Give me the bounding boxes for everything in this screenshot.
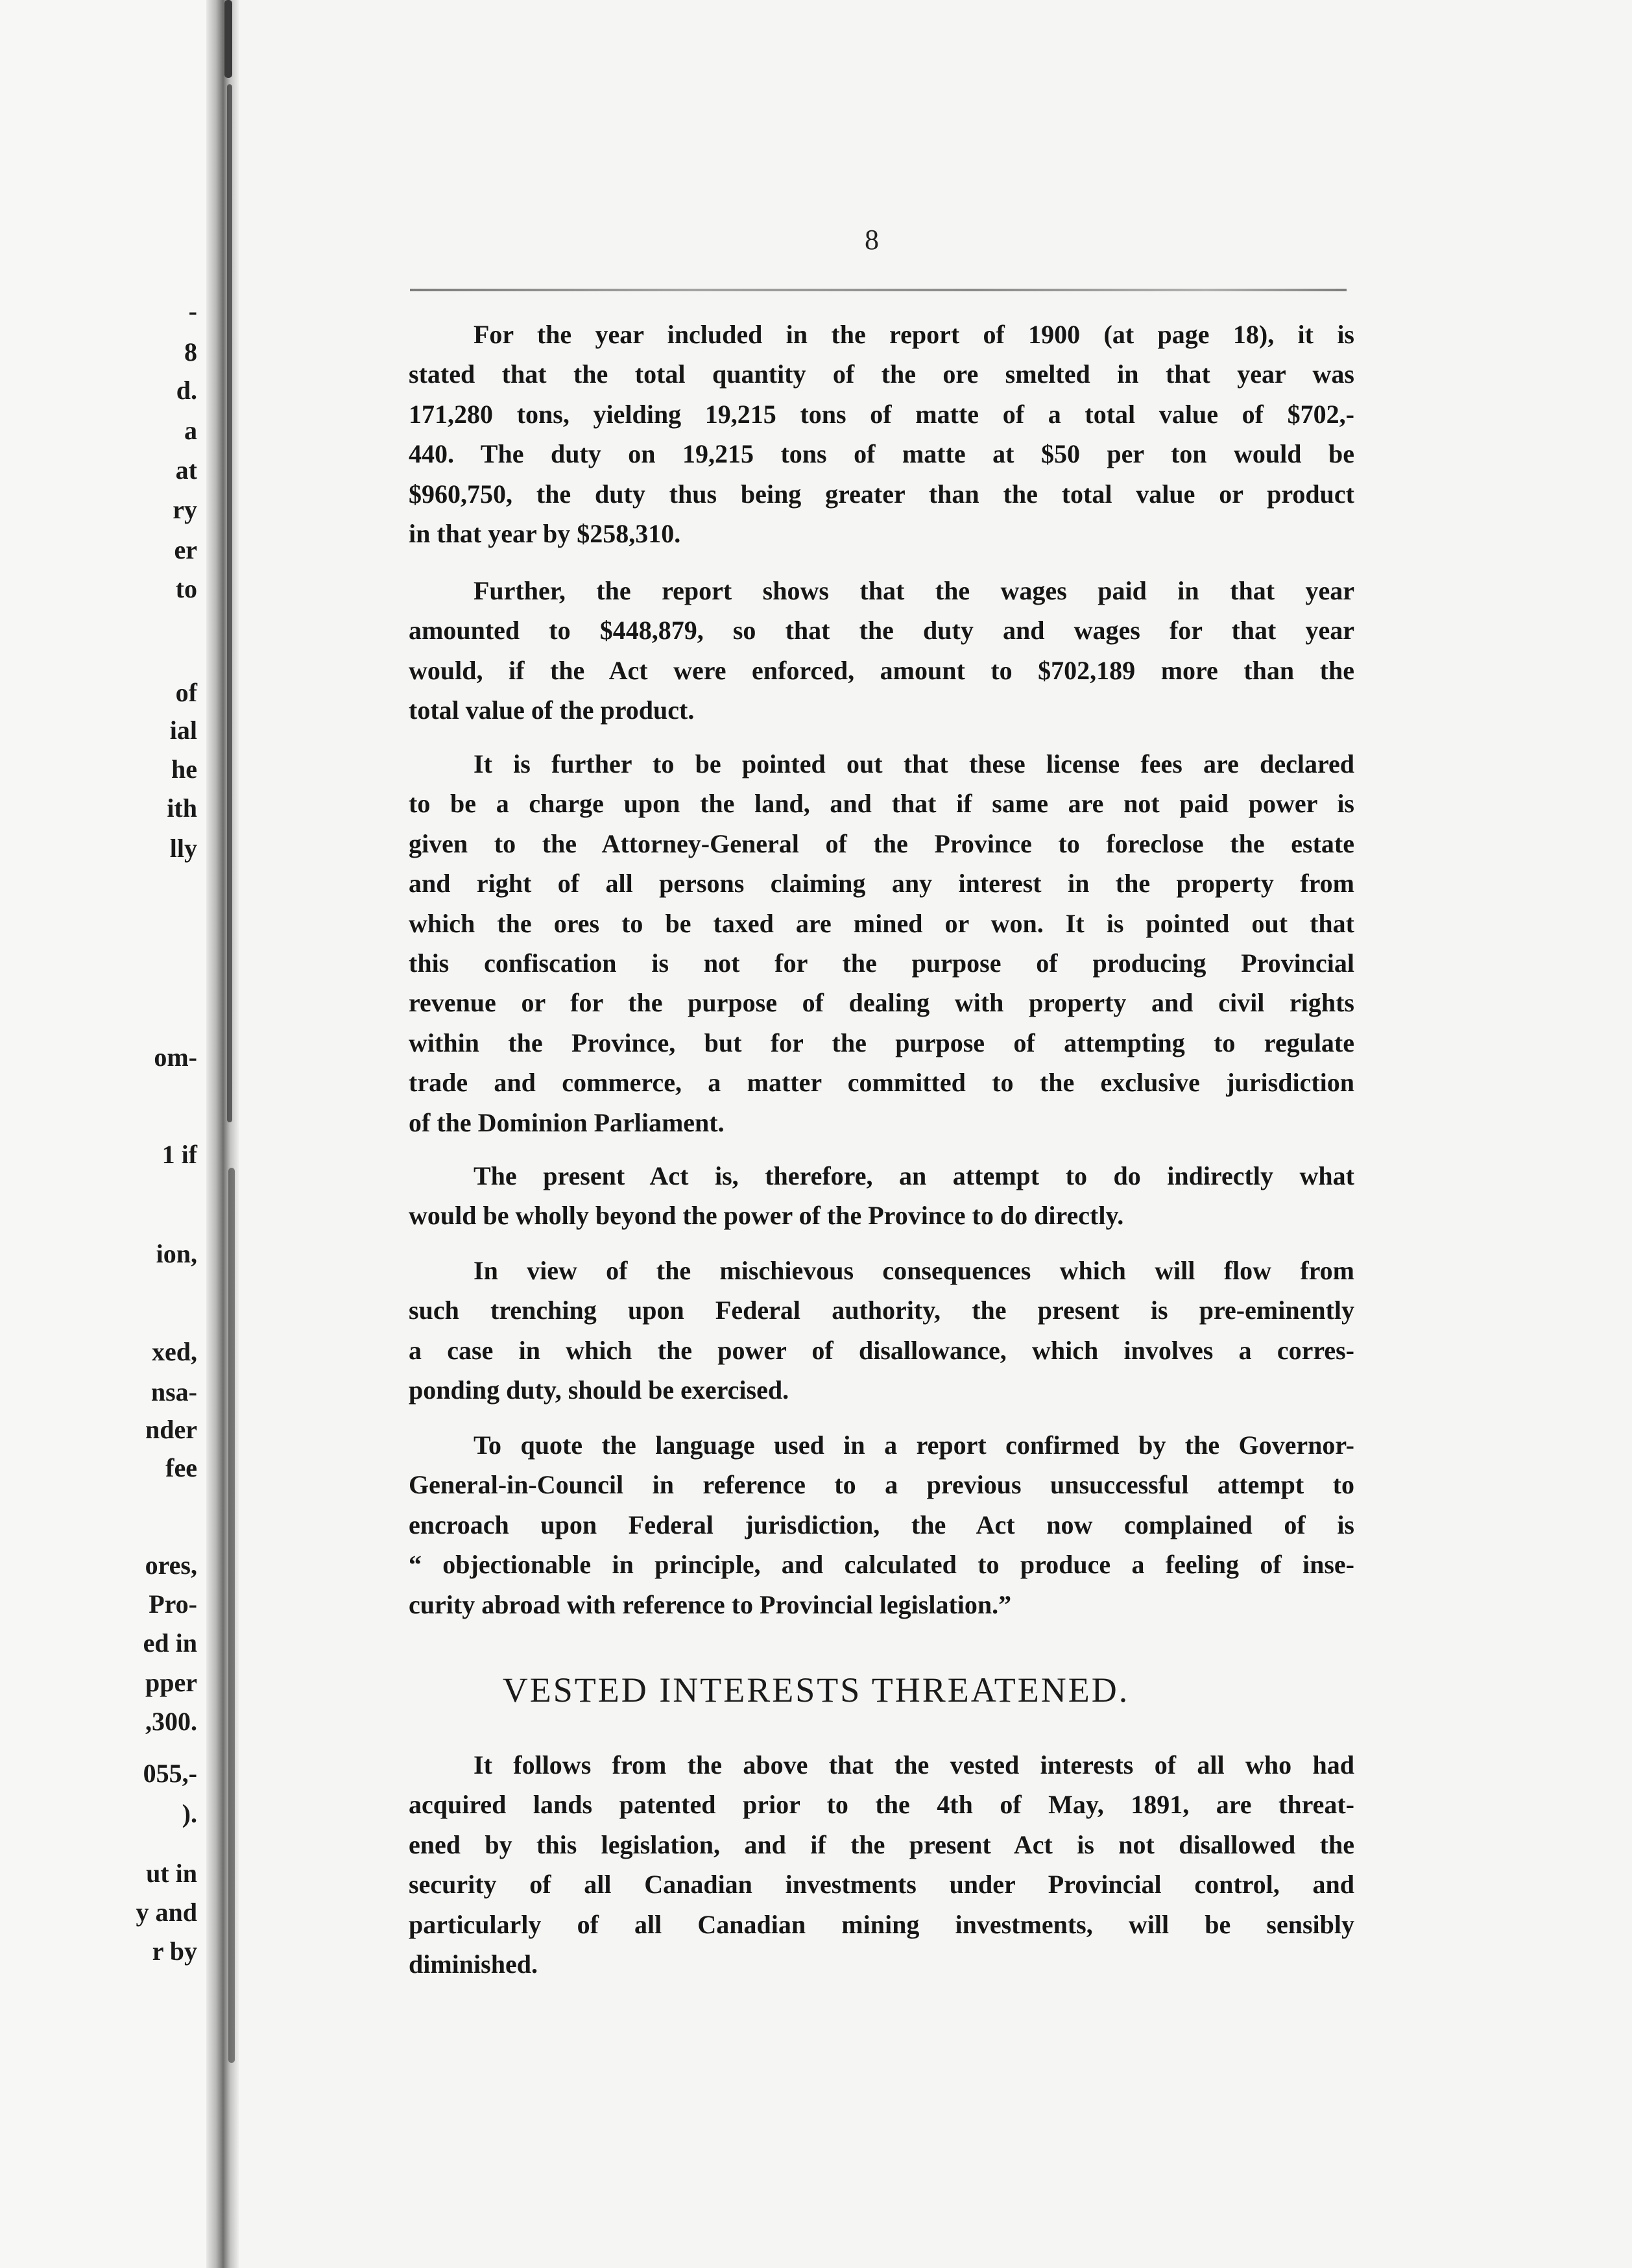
text-line: diminished.	[409, 1949, 538, 1979]
left-fragment-line: d.	[176, 376, 197, 405]
text-line: In view of the mischievous consequences which will flow from	[474, 1256, 1354, 1285]
section-heading: VESTED INTERESTS THREATENED.	[502, 1671, 1130, 1709]
left-fragment-line: nsa-	[150, 1377, 197, 1406]
left-fragment-line: y and	[136, 1898, 197, 1927]
left-fragment-line: at	[175, 455, 197, 485]
paragraph-license-fees	[409, 744, 1354, 1142]
text-line: to be a charge upon the land, and that if same are not paid power is	[409, 789, 1354, 819]
left-fragment-line: lly	[169, 834, 197, 863]
text-line: It follows from the above that the vested interests of all who had	[474, 1750, 1354, 1779]
left-fragment-line: pper	[145, 1668, 197, 1697]
left-fragment-line: ).	[182, 1799, 197, 1828]
left-fragment-line: nder	[145, 1415, 197, 1444]
spine-dark-band	[227, 84, 232, 1122]
left-fragment-line: he	[171, 754, 197, 784]
text-line: this confiscation is not for the purpose of producing Provincial	[409, 948, 1354, 978]
text-line: amounted to $448,879, so that the duty and wages for that year	[409, 616, 1354, 645]
paragraph-report-1900	[409, 315, 1354, 553]
left-fragment-line: ,300.	[145, 1707, 197, 1736]
text-line: To quote the language used in a report confirmed by the Governor-	[474, 1430, 1354, 1460]
left-fragment-line: r by	[152, 1936, 197, 1966]
text-line: For the year included in the report of 1900 (at page 18), it is	[474, 320, 1354, 349]
header-rule	[410, 289, 1347, 291]
left-fragment-line: ut in	[146, 1859, 197, 1888]
text-line: Further, the report shows that the wages paid in that year	[474, 576, 1354, 605]
text-line: 171,280 tons, yielding 19,215 tons of matte of a total value of $702,-	[409, 399, 1354, 429]
paragraph-quote	[409, 1425, 1354, 1624]
left-fragment-line: ores,	[145, 1550, 197, 1580]
text-line: trade and commerce, a matter committed to the exclusive jurisdiction	[409, 1068, 1354, 1098]
left-page-fragment	[0, 0, 214, 2268]
text-line: particularly of all Canadian mining investments, will be sensibly	[409, 1909, 1354, 1939]
text-line: would, if the Act were enforced, amount to $702,189 more than the	[409, 655, 1354, 685]
text-line: encroach upon Federal jurisdiction, the Act now complained of is	[409, 1510, 1354, 1539]
left-fragment-line: a	[184, 416, 197, 445]
left-fragment-line: of	[175, 678, 197, 707]
text-line: $960,750, the duty thus being greater than the total value or product	[409, 479, 1354, 509]
left-fragment-line: -	[188, 296, 197, 326]
text-line: stated that the total quantity of the ore smelted in that year was	[409, 359, 1354, 389]
paragraph-vested-interests	[409, 1745, 1354, 1984]
left-fragment-line: Pro-	[149, 1589, 197, 1619]
left-fragment-line: er	[174, 535, 197, 564]
left-fragment-line: 055,-	[143, 1759, 197, 1788]
left-fragment-line: 8	[184, 337, 197, 367]
left-fragment-line: 1 if	[162, 1140, 197, 1169]
text-line: It is further to be pointed out that these license fees are declared	[474, 749, 1354, 778]
text-line: of the Dominion Parliament.	[409, 1107, 725, 1137]
spine-dark-band	[228, 1168, 235, 2063]
text-line: and right of all persons claiming any interest in the property from	[409, 869, 1354, 899]
left-fragment-line: ed in	[143, 1628, 197, 1658]
text-line: revenue or for the purpose of dealing with property and civil rights	[409, 988, 1354, 1018]
text-line: The present Act is, therefore, an attempt to do indirectly what	[474, 1161, 1354, 1190]
text-line: acquired lands patented prior to the 4th of May, 1891, are threat-	[409, 1790, 1354, 1820]
text-line: in that year by $258,310.	[409, 518, 681, 548]
text-line: within the Province, but for the purpose of attempting to regulate	[409, 1028, 1354, 1057]
left-fragment-line: xed,	[152, 1337, 197, 1366]
paragraph-mischievous-consequences	[409, 1251, 1354, 1410]
text-line: “ objectionable in principle, and calculated to produce a feeling of inse-	[409, 1550, 1354, 1580]
text-line: 440. The duty on 19,215 tons of matte at $50 per ton would be	[409, 439, 1354, 469]
paragraph-present-act	[409, 1156, 1354, 1236]
text-line: General-in-Council in reference to a previous unsuccessful attempt to	[409, 1470, 1354, 1500]
text-line: ened by this legislation, and if the present Act is not disallowed the	[409, 1829, 1354, 1859]
text-line: security of all Canadian investments under Provincial control, and	[409, 1870, 1354, 1900]
text-line: which the ores to be taxed are mined or won. It is pointed out that	[409, 908, 1354, 938]
paragraph-wages	[409, 571, 1354, 730]
left-fragment-line: fee	[165, 1453, 197, 1482]
left-fragment-line: ion,	[156, 1239, 197, 1268]
left-fragment-line: ry	[173, 495, 197, 524]
text-line: ponding duty, should be exercised.	[409, 1375, 789, 1405]
text-line: such trenching upon Federal authority, the present is pre-eminently	[409, 1296, 1354, 1325]
text-line: given to the Attorney-General of the Province to foreclose the estate	[409, 828, 1354, 858]
page-number: 8	[865, 224, 879, 256]
left-fragment-line: to	[175, 574, 197, 603]
spine-dark-band	[224, 0, 232, 78]
left-fragment-line: om-	[154, 1043, 197, 1072]
left-fragment-line: ial	[169, 716, 197, 745]
text-line: would be wholly beyond the power of the Province to do directly.	[409, 1201, 1124, 1231]
text-line: curity abroad with reference to Provincial legislation.”	[409, 1589, 1012, 1619]
text-line: total value of the product.	[409, 695, 695, 725]
left-fragment-line: ith	[167, 793, 197, 823]
text-line: a case in which the power of disallowance, which involves a corres-	[409, 1335, 1354, 1365]
